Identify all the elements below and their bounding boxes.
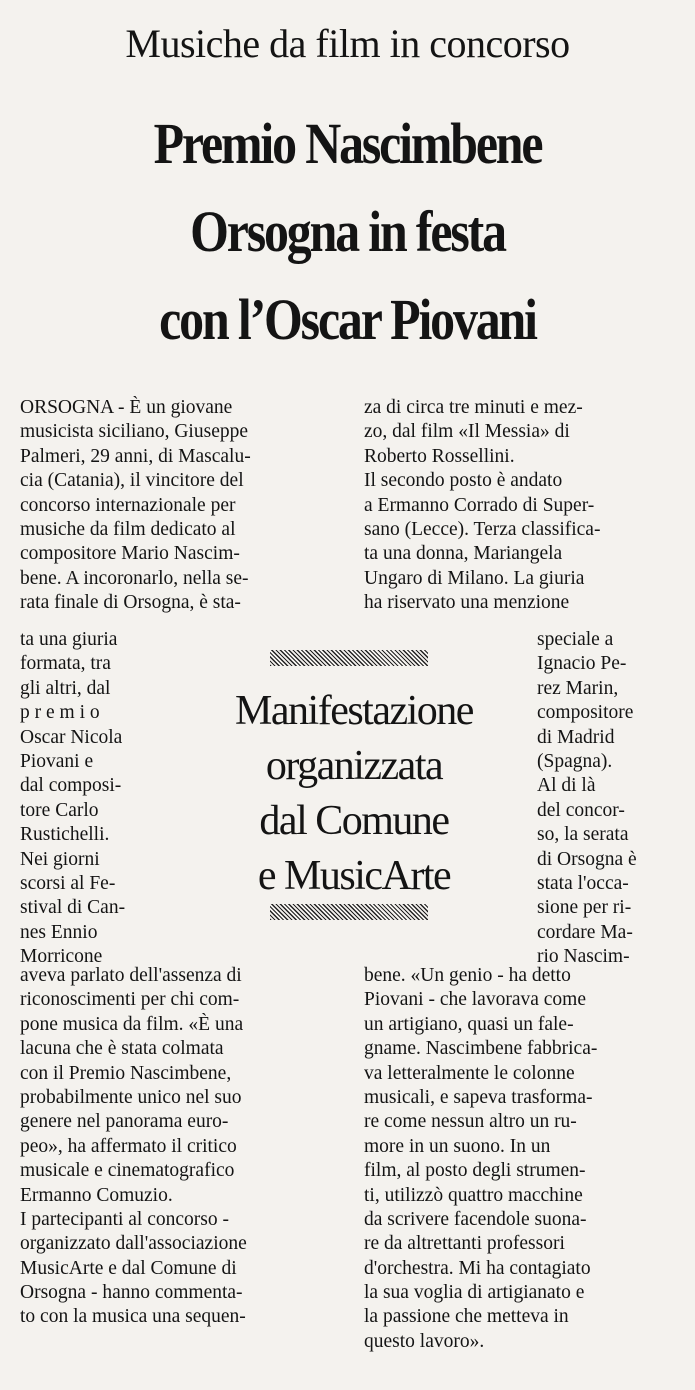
text-line: di Orsogna è (537, 848, 637, 870)
text-line: formata, tra (20, 653, 111, 675)
text-line: tore Carlo (20, 799, 99, 821)
hatch-divider (270, 904, 428, 920)
text-line: organizzato dall'associazione (20, 1233, 247, 1255)
text-line: Piovani - che lavorava come (364, 989, 586, 1011)
text-line: film, al posto degli strumen- (364, 1160, 586, 1182)
text-line: Il secondo posto è andato (364, 470, 563, 492)
text-line: bene. A incoronarlo, nella se- (20, 567, 249, 589)
text-line: stival di Can- (20, 897, 126, 919)
text-line: dal Comune (259, 798, 449, 844)
text-line: con il Premio Nascimbene, (20, 1062, 232, 1084)
text-line: musicali, e sapeva trasforma- (364, 1086, 593, 1108)
text-line: za di circa tre minuti e mez- (364, 397, 583, 418)
headline-line: Orsogna in festa (190, 199, 505, 264)
hatch-divider (270, 650, 428, 666)
text-line: rez Marin, (537, 677, 619, 699)
text-line: genere nel panorama euro- (20, 1111, 229, 1133)
text-line: organizzata (265, 743, 443, 789)
headline-line: con l’Oscar Piovani (159, 287, 536, 352)
text-line: del concor- (537, 799, 625, 821)
text-line: rio Nascim- (537, 946, 630, 968)
text-line: speciale a (537, 629, 614, 650)
text-line: Ermanno Comuzio. (20, 1184, 173, 1206)
text-line: un artigiano, quasi un fale- (364, 1013, 574, 1035)
text-line: MusicArte e dal Comune di (20, 1257, 237, 1279)
text-line: (Spagna). (537, 750, 613, 772)
text-line: cia (Catania), il vincitore del (20, 470, 244, 492)
pull-quote (190, 684, 518, 904)
text-line: concorso internazionale per (20, 494, 236, 516)
text-line: la passione che metteva in (364, 1306, 569, 1328)
text-line: compositore Mario Nascim- (20, 543, 240, 565)
text-line: Ignacio Pe- (537, 653, 627, 675)
text-line: d'orchestra. Mi ha contagiato (364, 1257, 591, 1279)
text-line: da scrivere facendole suona- (364, 1208, 587, 1230)
text-line: Morricone (20, 946, 103, 968)
text-line: va letteralmente le colonne (364, 1062, 575, 1084)
text-line: lacuna che è stata colmata (20, 1038, 224, 1060)
pull-quote-box (190, 648, 518, 928)
text-line: re da altrettanti professori (364, 1233, 565, 1255)
text-line: questo lavoro». (364, 1330, 485, 1352)
text-line: Ungaro di Milano. La giuria (364, 567, 585, 589)
text-line: probabilmente unico nel suo (20, 1086, 242, 1108)
text-line: sano (Lecce). Terza classifica- (364, 518, 601, 540)
column-2 (364, 396, 672, 616)
text-line: ta una donna, Mariangela (364, 543, 563, 565)
text-line: musicista siciliano, Giuseppe (20, 421, 249, 443)
text-line: re come nessun altro un ru- (364, 1111, 577, 1133)
text-line: compositore (537, 702, 634, 724)
kicker: Musiche da film in concorso (125, 21, 570, 66)
headline (49, 100, 647, 364)
text-line: cordare Ma- (537, 921, 633, 943)
text-line: ha riservato una menzione (364, 592, 570, 614)
column-1-narrow (20, 628, 170, 969)
text-line: rata finale di Orsogna, è sta- (20, 592, 241, 614)
column-2-bottom (364, 964, 672, 1354)
text-line: e MusicArte (257, 853, 451, 899)
headline-line: Premio Nascimbene (153, 111, 542, 176)
text-line: ta una giuria (20, 629, 118, 650)
text-line: aveva parlato dell'assenza di (20, 965, 242, 986)
column-1-bottom (20, 964, 338, 1330)
text-line: more in un suono. In un (364, 1135, 551, 1157)
text-line: ti, utilizzò quattro macchine (364, 1184, 583, 1206)
text-line: a Ermanno Corrado di Super- (364, 494, 595, 516)
text-line: Al di là (537, 775, 596, 797)
text-line: Roberto Rossellini. (364, 445, 515, 467)
text-line: zo, dal film «Il Messia» di (364, 421, 570, 443)
text-line: gli altri, dal (20, 677, 111, 699)
text-line: Piovani e (20, 750, 94, 772)
column-2-narrow (537, 628, 672, 969)
text-line: Oscar Nicola (20, 726, 123, 748)
text-line: dal composi- (20, 775, 122, 797)
text-line: peo», ha affermato il critico (20, 1135, 237, 1157)
text-line: so, la serata (537, 824, 629, 846)
column-1 (20, 396, 338, 616)
text-line: riconoscimenti per chi com- (20, 989, 240, 1011)
text-line: la sua voglia di artigianato e (364, 1282, 585, 1304)
text-line: pone musica da film. «È una (20, 1013, 244, 1035)
text-line: bene. «Un genio - ha detto (364, 965, 571, 986)
text-line: Palmeri, 29 anni, di Mascalu- (20, 445, 251, 467)
text-line: scorsi al Fe- (20, 872, 116, 894)
text-line: ORSOGNA - È un giovane (20, 397, 233, 418)
text-line: to con la musica una sequen- (20, 1306, 246, 1328)
text-line: gname. Nascimbene fabbrica- (364, 1038, 598, 1060)
text-line: sione per ri- (537, 897, 632, 919)
text-line: I partecipanti al concorso - (20, 1208, 229, 1230)
text-line: p r e m i o (20, 702, 100, 724)
text-line: Nei giorni (20, 848, 100, 870)
text-line: stata l'occa- (537, 872, 629, 894)
text-line: Rustichelli. (20, 824, 110, 846)
text-line: Orsogna - hanno commenta- (20, 1282, 243, 1304)
text-line: musicale e cinematografico (20, 1160, 235, 1182)
text-line: Manifestazione (235, 688, 473, 734)
text-line: di Madrid (537, 726, 615, 748)
text-line: nes Ennio (20, 921, 98, 943)
text-line: musiche da film dedicato al (20, 518, 236, 540)
